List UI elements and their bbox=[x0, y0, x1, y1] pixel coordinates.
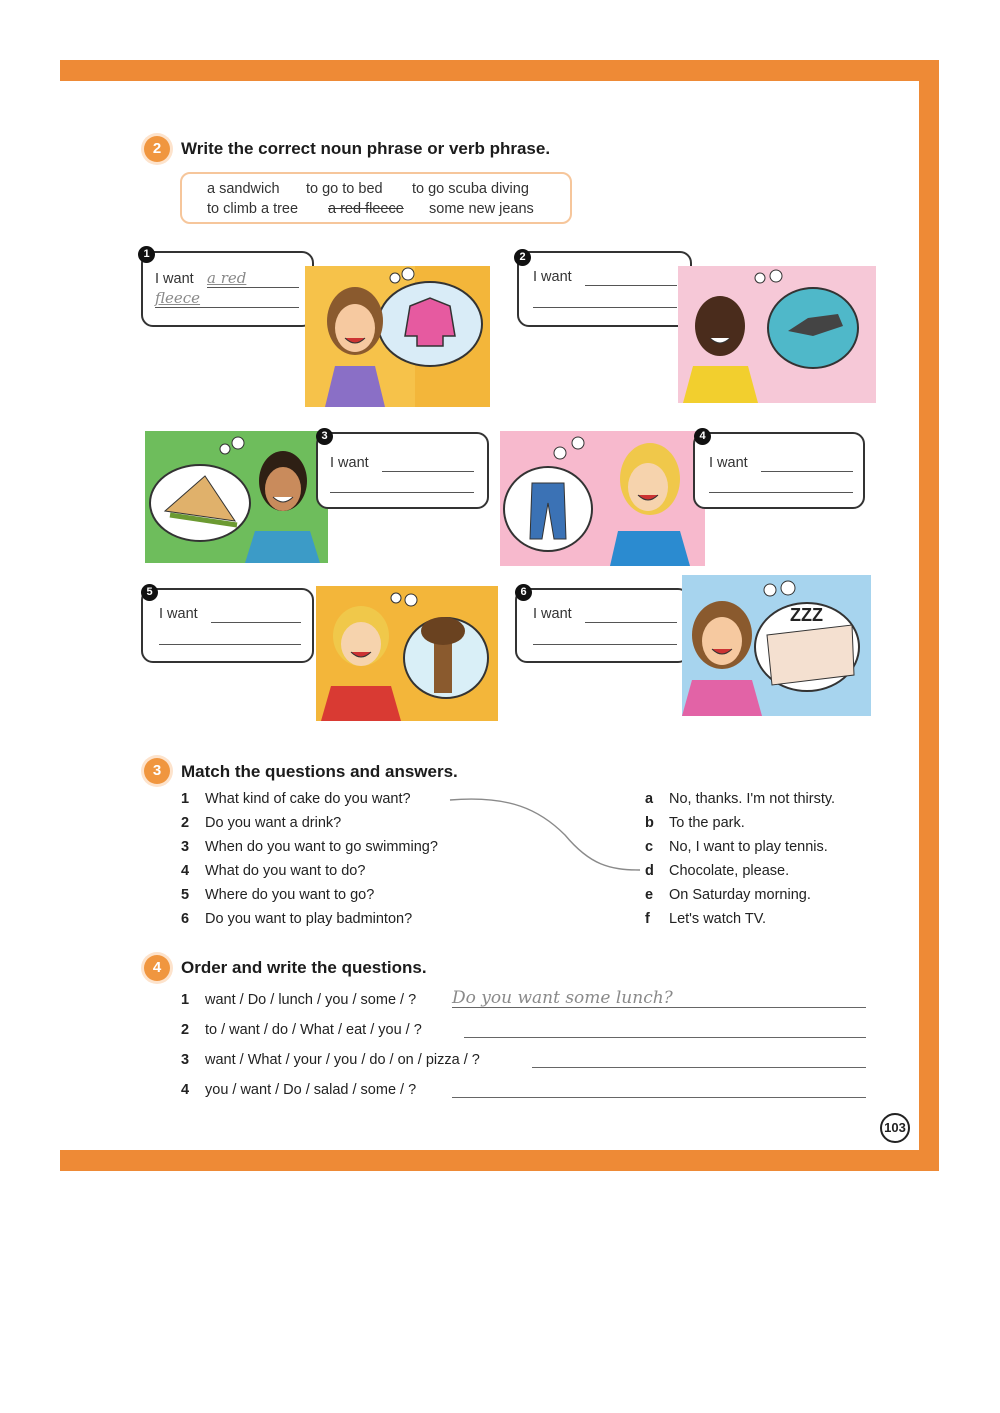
question-text: Do you want a drink? bbox=[205, 815, 342, 831]
scrambled-words: want / Do / lunch / you / some / ? bbox=[205, 992, 417, 1008]
question-number: 2 bbox=[181, 815, 190, 831]
order-number: 4 bbox=[181, 1082, 190, 1098]
word-option: to go to bed bbox=[306, 181, 383, 197]
scrambled-words: to / want / do / What / eat / you / ? bbox=[205, 1022, 422, 1038]
answer-line bbox=[452, 1007, 866, 1008]
answer-letter: f bbox=[645, 911, 650, 927]
exercise-2-badge: 2 bbox=[144, 136, 170, 162]
picture-boy-sandwich bbox=[145, 431, 328, 563]
answer-line bbox=[709, 492, 853, 493]
picture-boy-tree bbox=[316, 586, 498, 721]
item-number: 5 bbox=[141, 584, 158, 601]
bottom-orange-bar bbox=[60, 1150, 939, 1171]
right-orange-bar bbox=[919, 60, 939, 1170]
match-connector-line bbox=[440, 790, 645, 880]
handwritten-answer: a red bbox=[207, 269, 247, 287]
picture-girl-fleece bbox=[305, 266, 490, 407]
answer-line bbox=[464, 1037, 866, 1038]
answer-line bbox=[207, 287, 299, 288]
answer-text: To the park. bbox=[669, 815, 745, 831]
item-number: 3 bbox=[316, 428, 333, 445]
answer-letter: a bbox=[645, 791, 654, 807]
answer-text: Chocolate, please. bbox=[669, 863, 790, 879]
answer-line bbox=[533, 307, 677, 308]
speech-bubble-3 bbox=[316, 432, 489, 509]
speech-prompt: I want bbox=[155, 271, 194, 287]
question-number: 6 bbox=[181, 911, 190, 927]
question-number: 5 bbox=[181, 887, 190, 903]
speech-prompt: I want bbox=[533, 606, 572, 622]
exercise-3-title: Match the questions and answers. bbox=[181, 762, 458, 781]
item-number: 4 bbox=[694, 428, 711, 445]
speech-prompt: I want bbox=[330, 455, 369, 471]
word-box bbox=[180, 172, 572, 224]
answer-text: Let's watch TV. bbox=[669, 911, 767, 927]
word-option: to go scuba diving bbox=[412, 181, 529, 197]
exercise-3-badge: 3 bbox=[144, 758, 170, 784]
answer-letter: c bbox=[645, 839, 654, 855]
item-number: 2 bbox=[514, 249, 531, 266]
answer-line bbox=[532, 1067, 866, 1068]
speech-bubble-5 bbox=[141, 588, 314, 663]
handwritten-answer: fleece bbox=[155, 289, 201, 307]
exercise-2-title: Write the correct noun phrase or verb phrase. bbox=[181, 139, 551, 158]
question-text: Where do you want to go? bbox=[205, 887, 375, 903]
answer-text: No, I want to play tennis. bbox=[669, 839, 828, 855]
answer-letter: d bbox=[645, 863, 654, 879]
answer-letter: b bbox=[645, 815, 654, 831]
answer-text: No, thanks. I'm not thirsty. bbox=[669, 791, 836, 807]
speech-prompt: I want bbox=[709, 455, 748, 471]
word-option-crossed-out: a red fleece bbox=[328, 201, 404, 217]
question-number: 1 bbox=[181, 791, 190, 807]
question-text: Do you want to play badminton? bbox=[205, 911, 413, 927]
answer-text: On Saturday morning. bbox=[669, 887, 811, 903]
answer-line bbox=[211, 622, 301, 623]
speech-bubble-6 bbox=[515, 588, 690, 663]
order-number: 2 bbox=[181, 1022, 190, 1038]
scrambled-words: you / want / Do / salad / some / ? bbox=[205, 1082, 417, 1098]
picture-girl-jeans bbox=[500, 431, 705, 566]
question-number: 4 bbox=[181, 863, 190, 879]
answer-line bbox=[159, 644, 301, 645]
speech-prompt: I want bbox=[159, 606, 198, 622]
answer-line bbox=[452, 1097, 866, 1098]
word-option: some new jeans bbox=[429, 201, 534, 217]
speech-prompt: I want bbox=[533, 269, 572, 285]
question-text: When do you want to go swimming? bbox=[205, 839, 438, 855]
speech-bubble-1 bbox=[141, 251, 314, 327]
order-number: 1 bbox=[181, 992, 190, 1008]
picture-boy-scuba bbox=[678, 266, 876, 403]
scrambled-words: want / What / your / you / do / on / pizza / ? bbox=[205, 1052, 480, 1068]
answer-line bbox=[155, 307, 299, 308]
answer-letter: e bbox=[645, 887, 654, 903]
word-option: to climb a tree bbox=[207, 201, 299, 217]
handwritten-answer: Do you want some lunch? bbox=[452, 988, 673, 1008]
speech-bubble-2 bbox=[517, 251, 692, 327]
question-number: 3 bbox=[181, 839, 190, 855]
answer-line bbox=[585, 622, 677, 623]
picture-girl-bed bbox=[682, 575, 871, 716]
page-number: 103 bbox=[880, 1113, 910, 1143]
question-text: What do you want to do? bbox=[205, 863, 366, 879]
answer-line bbox=[533, 644, 677, 645]
order-number: 3 bbox=[181, 1052, 190, 1068]
answer-line bbox=[585, 285, 677, 286]
answer-line bbox=[761, 471, 853, 472]
top-orange-bar bbox=[60, 60, 939, 81]
item-number: 6 bbox=[515, 584, 532, 601]
answer-line bbox=[382, 471, 474, 472]
answer-line bbox=[330, 492, 474, 493]
exercise-4-badge: 4 bbox=[144, 955, 170, 981]
question-text: What kind of cake do you want? bbox=[205, 791, 411, 807]
item-number: 1 bbox=[138, 246, 155, 263]
exercise-4-title: Order and write the questions. bbox=[181, 958, 427, 977]
speech-bubble-4 bbox=[693, 432, 865, 509]
word-option: a sandwich bbox=[207, 181, 280, 197]
thought-zzz: ZZZ bbox=[790, 605, 823, 625]
